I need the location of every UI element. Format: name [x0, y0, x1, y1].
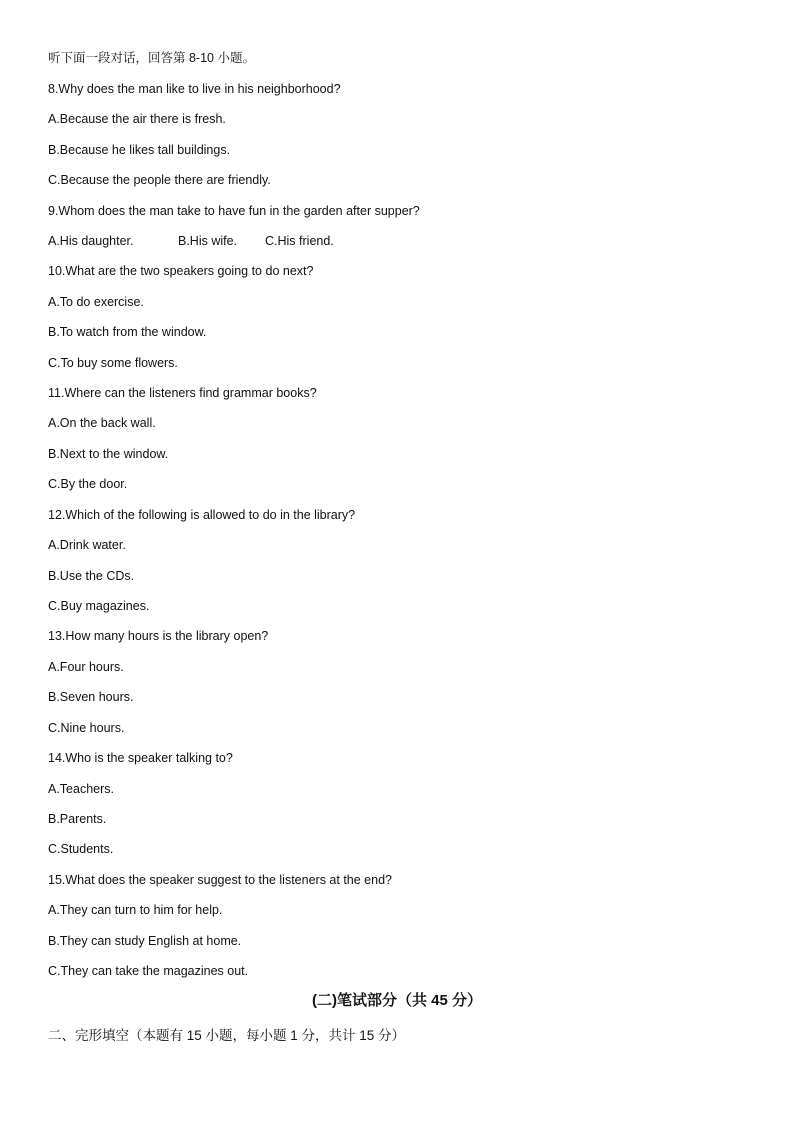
question-10-option-b: B.To watch from the window. — [48, 325, 207, 339]
question-11: 11.Where can the listeners find grammar books? — [48, 386, 317, 400]
listening-instruction: 听下面一段对话，回答第 8-10 小题。 — [48, 51, 255, 65]
question-14-option-b: B.Parents. — [48, 812, 107, 826]
question-14-option-c: C.Students. — [48, 842, 114, 856]
question-8: 8.Why does the man like to live in his neighborhood? — [48, 82, 341, 96]
question-9-option-c: C.His friend. — [265, 234, 334, 248]
question-13-option-b: B.Seven hours. — [48, 690, 134, 704]
question-13: 13.How many hours is the library open? — [48, 629, 269, 643]
question-9-option-a: A.His daughter. — [48, 234, 134, 248]
question-9-options — [48, 233, 448, 249]
question-15: 15.What does the speaker suggest to the listeners at the end? — [48, 873, 392, 887]
question-15-option-a: A.They can turn to him for help. — [48, 903, 223, 917]
question-15-option-c: C.They can take the magazines out. — [48, 964, 249, 978]
question-10-option-c: C.To buy some flowers. — [48, 356, 178, 370]
section-title: (二)笔试部分（共 45 分） — [311, 992, 482, 1009]
question-11-option-c: C.By the door. — [48, 477, 128, 491]
question-14: 14.Who is the speaker talking to? — [48, 751, 233, 765]
question-8-option-c: C.Because the people there are friendly. — [48, 173, 271, 187]
subsection-title: 二、完形填空（本题有 15 小题，每小题 1 分，共计 15 分） — [48, 1028, 406, 1043]
question-12-option-c: C.Buy magazines. — [48, 599, 150, 613]
question-8-option-a: A.Because the air there is fresh. — [48, 112, 226, 126]
question-13-option-c: C.Nine hours. — [48, 721, 125, 735]
question-12-option-a: A.Drink water. — [48, 538, 126, 552]
question-15-option-b: B.They can study English at home. — [48, 934, 242, 948]
question-12-option-b: B.Use the CDs. — [48, 569, 135, 583]
question-10: 10.What are the two speakers going to do next? — [48, 264, 314, 278]
question-14-option-a: A.Teachers. — [48, 782, 115, 796]
question-13-option-a: A.Four hours. — [48, 660, 124, 674]
question-10-option-a: A.To do exercise. — [48, 295, 144, 309]
question-11-option-b: B.Next to the window. — [48, 447, 169, 461]
question-11-option-a: A.On the back wall. — [48, 416, 156, 430]
question-9: 9.Whom does the man take to have fun in the garden after supper? — [48, 204, 420, 218]
question-9-option-b: B.His wife. — [178, 234, 238, 248]
question-8-option-b: B.Because he likes tall buildings. — [48, 143, 231, 157]
question-12: 12.Which of the following is allowed to do in the library? — [48, 508, 356, 522]
